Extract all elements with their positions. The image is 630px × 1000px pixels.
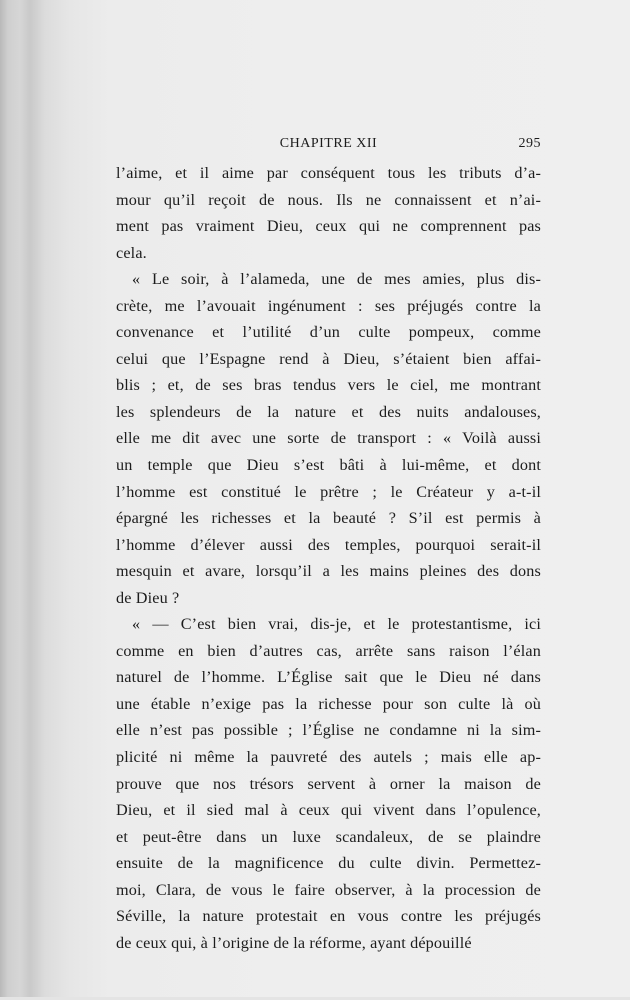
text-line: prouve que nos trésors servent à orner la maison de xyxy=(116,774,541,793)
text-line: Séville, la nature protestait en vous contre les préjugés xyxy=(116,907,541,926)
text-line: une étable n’exige pas la richesse pour son culte là où xyxy=(116,694,541,713)
body-text xyxy=(116,160,541,956)
running-title: CHAPITRE XII xyxy=(279,136,378,151)
text-line: de Dieu ? xyxy=(116,588,180,607)
paragraph xyxy=(116,611,541,956)
text-line: mesquin et avare, lorsqu’il a les mains pleines des dons xyxy=(116,562,541,581)
paragraph xyxy=(116,160,541,266)
text-line: convenance et l’utilité d’un culte pompeux, comme xyxy=(116,323,541,342)
page-number: 295 xyxy=(518,136,541,151)
text-line: Dieu, et il sied mal à ceux qui vivent dans l’opulence, xyxy=(116,801,541,820)
text-line: et peut-être dans un luxe scandaleux, de se plaindre xyxy=(116,827,541,846)
text-line: crète, me l’avouait ingénument : ses préjugés contre la xyxy=(116,296,541,315)
text-line: les splendeurs de la nature et des nuits andalouses, xyxy=(116,402,541,421)
text-line: l’aime, et il aime par conséquent tous les tributs d’a- xyxy=(116,164,541,182)
text-line: ment pas vraiment Dieu, ceux qui ne comprennent pas xyxy=(116,217,541,236)
text-line: de ceux qui, à l’origine de la réforme, ayant dépouillé xyxy=(116,933,472,952)
text-line: l’homme d’élever aussi des temples, pourquoi serait-il xyxy=(116,535,541,554)
text-line: ensuite de la magnificence du culte divin. Permettez- xyxy=(116,854,541,873)
text-line: comme en bien d’autres cas, arrête sans raison l’élan xyxy=(116,641,541,660)
paragraph xyxy=(116,266,541,611)
text-line: mour qu’il reçoit de nous. Ils ne connaissent et n’ai- xyxy=(116,190,541,209)
text-line: « — C’est bien vrai, dis-je, et le protestantisme, ici xyxy=(132,615,541,634)
text-line: « Le soir, à l’alameda, une de mes amies, plus dis- xyxy=(132,270,541,289)
text-line: blis ; et, de ses bras tendus vers le ciel, me montrant xyxy=(116,376,541,395)
text-line: elle n’est pas possible ; l’Église ne condamne ni la sim- xyxy=(116,721,541,740)
page-header xyxy=(116,136,541,156)
text-line: l’homme est constitué le prêtre ; le Créateur y a-t-il xyxy=(116,482,541,501)
text-line: épargné les richesses et la beauté ? S’il est permis à xyxy=(116,509,541,528)
text-line: celui que l’Espagne rend à Dieu, s’étaient bien affai- xyxy=(116,349,541,368)
text-line: cela. xyxy=(116,243,147,262)
text-line: un temple que Dieu s’est bâti à lui-même, et dont xyxy=(116,456,541,475)
text-line: plicité ni même la pauvreté des autels ; mais elle ap- xyxy=(116,748,541,767)
text-line: naturel de l’homme. L’Église sait que le Dieu né dans xyxy=(116,668,541,687)
text-line: elle me dit avec une sorte de transport : « Voilà aussi xyxy=(116,429,541,448)
text-line: moi, Clara, de vous le faire observer, à la procession de xyxy=(116,880,541,899)
